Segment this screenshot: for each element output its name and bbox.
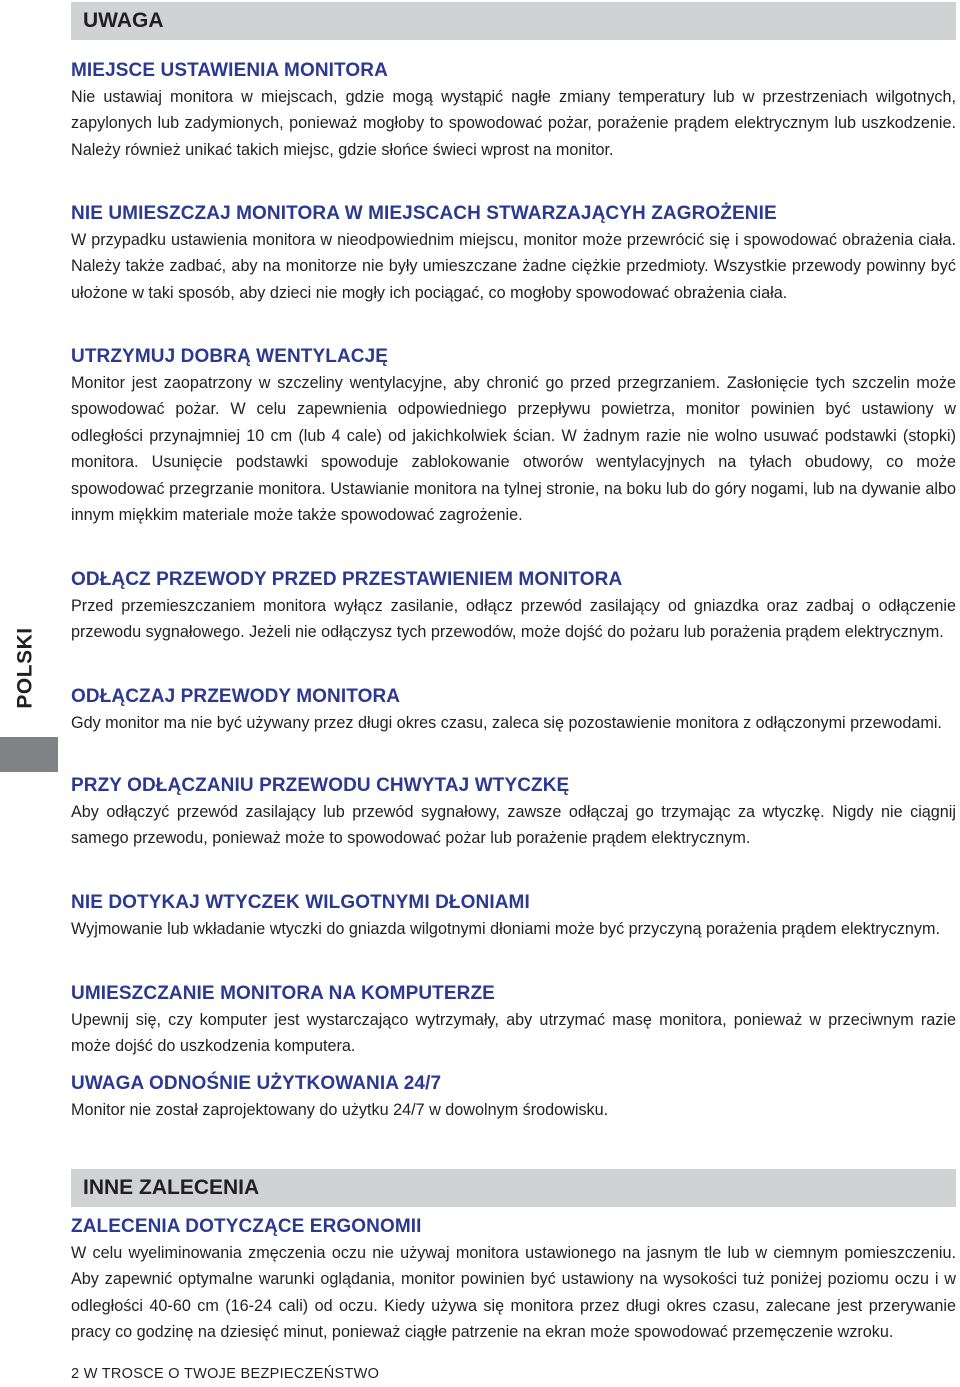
section-title: UWAGA ODNOŚNIE UŻYTKOWANIA 24/7 — [71, 1073, 442, 1094]
section-text: Nie ustawiaj monitora w miejscach, gdzie mogą wystąpić nagłe zmiany temperatury lub w przestrzeniach wilgotnych, zapylonych lub zadymionych, ponieważ mogłoby to spowodować pożar, porażenie prądem elektrycznym lub uszkodzenie. Należy również unikać takich miejsc, gdzie słońce świeci wprost na monitor. — [71, 88, 956, 159]
section-title: NIE UMIESZCZAJ MONITORA W MIEJSCACH STWARZAJĄCYH ZAGROŻENIE — [71, 203, 777, 224]
section-text: W celu wyeliminowania zmęczenia oczu nie używaj monitora ustawionego na jasnym tle lub w ciemnym pomieszczeniu. Aby zapewnić optymalne warunki oglądania, monitor powinien być ustawiony na wysokości tuż poniżej poziomu oczu i w odległości 40-60 cm (16-24 cali) od oczu. Kiedy używa się monitora przez długi okres czasu, zalecane jest przerywanie pracy co godzinę na dziesięć minut, ponieważ ciągłe patrzenie na ekran może spowodować przemęczenie wzroku. — [71, 1244, 956, 1342]
section-title: PRZY ODŁĄCZANIU PRZEWODU CHWYTAJ WTYCZKĘ — [71, 775, 570, 796]
section-text: W przypadku ustawienia monitora w nieodpowiednim miejscu, monitor może przewrócić się i spowodować obrażenia ciała. Należy także zadbać, aby na monitorze nie były umieszczane żadne ciężkie przedmioty. Wszystkie przewody powinny być ułożone w taki sposób, aby dzieci nie mogły ich pociągać, co mogłoby spowodować obrażenia ciała. — [71, 231, 956, 302]
section-text: Upewnij się, czy komputer jest wystarczająco wytrzymały, aby utrzymać masę monitora, ponieważ w przeciwnym razie może dojść do uszkodzenia komputera. — [71, 1011, 956, 1056]
section-hazard — [71, 201, 956, 306]
section-placement — [71, 58, 956, 163]
section-title: ODŁĄCZAJ PRZEWODY MONITORA — [71, 686, 401, 707]
section-text: Wyjmowanie lub wkładanie wtyczki do gniazda wilgotnymi dłoniami może być przyczyną porażenia prądem elektrycznym. — [71, 920, 940, 938]
warning-banner: UWAGA — [71, 2, 956, 40]
section-text: Przed przemieszczaniem monitora wyłącz zasilanie, odłącz przewód zasilający od gniazdka oraz zadbaj o odłączenie przewodu sygnałowego. Jeżeli nie odłączysz tych przewodów, może dojść do pożaru lub porażenia prądem elektrycznym. — [71, 597, 956, 642]
section-247 — [71, 1071, 956, 1123]
section-text: Monitor jest zaopatrzony w szczeliny wentylacyjne, aby chronić go przed przegrzaniem. Zasłonięcie tych szczelin może spowodować pożar. W celu zapewnienia odpowiedniego przepływu powietrza, monitor powinien być ustawiony w odległości przynajmniej 10 cm (lub 4 cale) od jakichkolwiek ścian. W żadnym razie nie wolno usuwać podstawki (stopki) monitora. Usunięcie podstawki spowoduje zablokowanie otworów wentylacyjnych na tyłach obudowy, co może spowodować przegrzanie monitora. Ustawianie monitora na tylnej stronie, na boku lub do góry nogami, lub na dywanie albo innym miękkim materiale może także spowodować zagrożenie. — [71, 374, 956, 525]
section-text: Aby odłączyć przewód zasilający lub przewód sygnałowy, zawsze odłączaj go trzymając za wtyczkę. Nigdy nie ciągnij samego przewodu, ponieważ może to spowodować pożar lub porażenie prądem elektrycznym. — [71, 803, 956, 848]
section-title: UMIESZCZANIE MONITORA NA KOMPUTERZE — [71, 983, 495, 1004]
page-footer: 2 W TROSCE O TWOJE BEZPIECZEŃSTWO — [71, 1366, 380, 1382]
language-label: POLSKI — [14, 626, 37, 709]
side-tab-marker — [0, 737, 58, 772]
section-ventilation — [71, 344, 956, 528]
other-recommendations-banner: INNE ZALECENIA — [71, 1169, 956, 1207]
section-ergonomics — [71, 1214, 956, 1346]
section-title: UTRZYMUJ DOBRĄ WENTYLACJĘ — [71, 346, 389, 367]
section-text: Monitor nie został zaprojektowany do użytku 24/7 w dowolnym środowisku. — [71, 1101, 609, 1119]
section-text: Gdy monitor ma nie być używany przez długi okres czasu, zaleca się pozostawienie monitora z odłączonymi przewodami. — [71, 714, 942, 732]
section-title: MIEJSCE USTAWIENIA MONITORA — [71, 60, 388, 81]
section-disconnect-before-moving — [71, 567, 956, 646]
section-title: NIE DOTYKAJ WTYCZEK WILGOTNYMI DŁONIAMI — [71, 892, 530, 913]
language-side-tab — [0, 605, 58, 765]
section-title: ODŁĄCZ PRZEWODY PRZED PRZESTAWIENIEM MONITORA — [71, 569, 623, 590]
section-hold-plug — [71, 773, 956, 852]
section-wet-hands — [71, 890, 956, 942]
section-on-computer — [71, 981, 956, 1060]
section-disconnect-cables — [71, 684, 956, 736]
section-title: ZALECENIA DOTYCZĄCE ERGONOMII — [71, 1216, 422, 1237]
